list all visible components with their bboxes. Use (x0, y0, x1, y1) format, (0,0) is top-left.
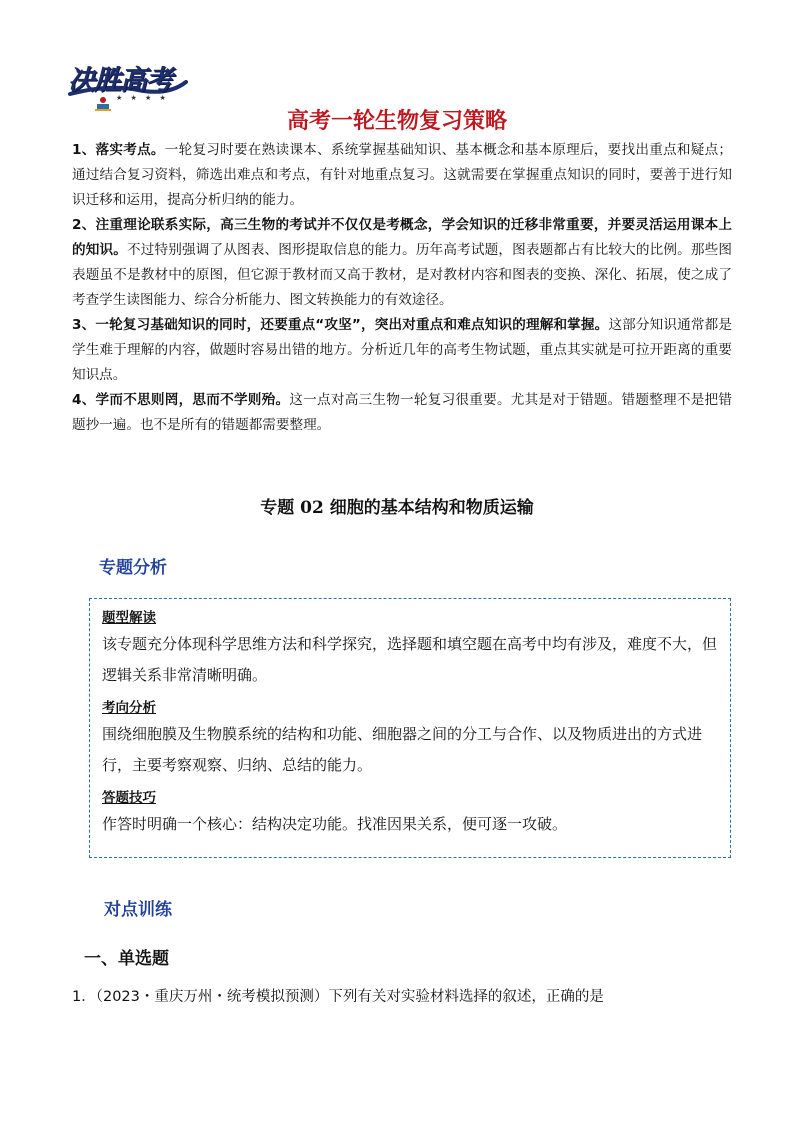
main-title: 高考一轮生物复习策略 (286, 109, 507, 134)
strategy-text: 不过特别强调了从图表、图形提取信息的能力。历年高考试题，图表题都占有比较大的比例。那些图表题虽不是教材中的原图，但它源于教材而又高于教材，是对教材内容和图表的变换、深化、拓展，使之成了考查学生读图能力、综合分析能力、图文转换能力的有效途径。 (72, 242, 732, 308)
practice-heading: 对点训练 (104, 900, 172, 920)
exam-direction-text: 围绕细胞膜及生物膜系统的结构和功能、细胞器之间的分工与合作、以及物质进出的方式进行，主要考察观察、归纳、总结的能力。 (102, 725, 703, 774)
logo-text: 决胜高考 (68, 65, 172, 96)
topic-title: 专题 02 细胞的基本结构和物质运输 (260, 498, 534, 518)
strategy-item (72, 213, 732, 313)
strategy-lead: 1、落实考点。 (72, 142, 165, 158)
strategy-lead: 4、学而不思则罔，思而不学则殆。 (72, 392, 290, 408)
question-type-label: 题型解读 (102, 610, 156, 626)
analysis-box (89, 598, 731, 858)
question-type-text: 该专题充分体现科学思维方法和科学探究，选择题和填空题在高考中均有涉及，难度不大，但逻辑关系非常清晰明确。 (102, 635, 718, 684)
strategy-item (72, 388, 732, 438)
strategy-text: 这一点对高三生物一轮复习很重要。尤其是对于错题。错题整理不是把错题抄一遍。也不是所有的错题都需要整理。 (72, 392, 732, 433)
question-1: 1．（2023・重庆万州・统考模拟预测）下列有关对实验材料选择的叙述，正确的是 (72, 989, 604, 1005)
logo-subtitle: ★ ★ ★ ★ (116, 94, 169, 102)
strategy-lead: 2、注重理论联系实际，高三生物的考试并不仅仅是考概念，学会知识的迁移非常重要，并要灵活运用课本上的知识。 (72, 217, 732, 258)
strategy-text: 这部分知识通常都是学生难于理解的内容，做题时容易出错的地方。分析近几年的高考生物试题，重点其实就是可拉开距离的重要知识点。 (72, 317, 733, 383)
exam-direction-label: 考向分析 (102, 700, 156, 716)
strategy-item (72, 313, 732, 388)
strategy-item (72, 138, 732, 213)
analysis-heading: 专题分析 (99, 558, 167, 578)
strategy-section (72, 138, 732, 438)
part-heading: 一、单选题 (84, 949, 169, 969)
answer-skill-label: 答题技巧 (102, 790, 156, 806)
strategy-lead: 3、一轮复习基础知识的同时，还要重点“攻坚”，突出对重点和难点知识的理解和掌握。 (72, 317, 609, 333)
strategy-text: 一轮复习时要在熟读课本、系统掌握基础知识、基本概念和基本原理后，要找出重点和疑点；通过结合复习资料，筛选出难点和考点，有针对地重点复习。这就需要在掌握重点知识的同时，要善于进行知识迁移和运用，提高分析归纳的能力。 (72, 142, 732, 208)
answer-skill-text: 作答时明确一个核心：结构决定功能。找准因果关系，便可逐一攻破。 (102, 815, 568, 833)
